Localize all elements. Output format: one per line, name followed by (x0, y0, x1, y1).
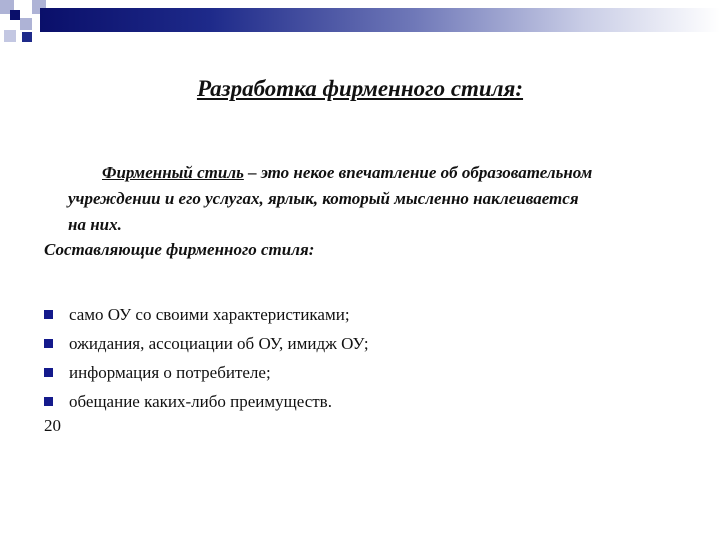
decor-square-light (4, 30, 16, 42)
list-item-text: информация о потребителе; (69, 362, 271, 382)
components-list (44, 300, 369, 416)
definition-text: – это некое впечатление об образовательном (243, 163, 593, 182)
list-item (44, 329, 369, 358)
page-number: 20 (44, 416, 61, 435)
slide-title: Разработка фирменного стиля: (196, 76, 524, 101)
components-heading: Составляющие фирменного стиля: (44, 240, 315, 259)
list-item-text: само ОУ со своими характеристиками; (69, 304, 350, 324)
square-bullet-icon (44, 368, 53, 377)
header-decoration (0, 0, 720, 48)
square-bullet-icon (44, 310, 53, 319)
decor-square-light (20, 18, 32, 30)
square-bullet-icon (44, 397, 53, 406)
list-item (44, 387, 369, 416)
definition-line-2: учреждении и его услугах, ярлык, который мысленно наклеивается (68, 189, 579, 208)
list-item (44, 300, 369, 329)
decor-square-dark (10, 10, 20, 20)
decor-square-dark (22, 32, 32, 42)
definition-paragraph (68, 160, 688, 238)
definition-line-1 (68, 160, 688, 186)
list-item-text: ожидания, ассоциации об ОУ, имидж ОУ; (69, 333, 369, 353)
square-bullet-icon (44, 339, 53, 348)
list-item (44, 358, 369, 387)
header-gradient-bar (40, 8, 720, 32)
definition-term: Фирменный стиль (102, 163, 244, 182)
list-item-text: обещание каких-либо преимуществ. (69, 391, 332, 411)
definition-line-3: на них. (68, 215, 122, 234)
